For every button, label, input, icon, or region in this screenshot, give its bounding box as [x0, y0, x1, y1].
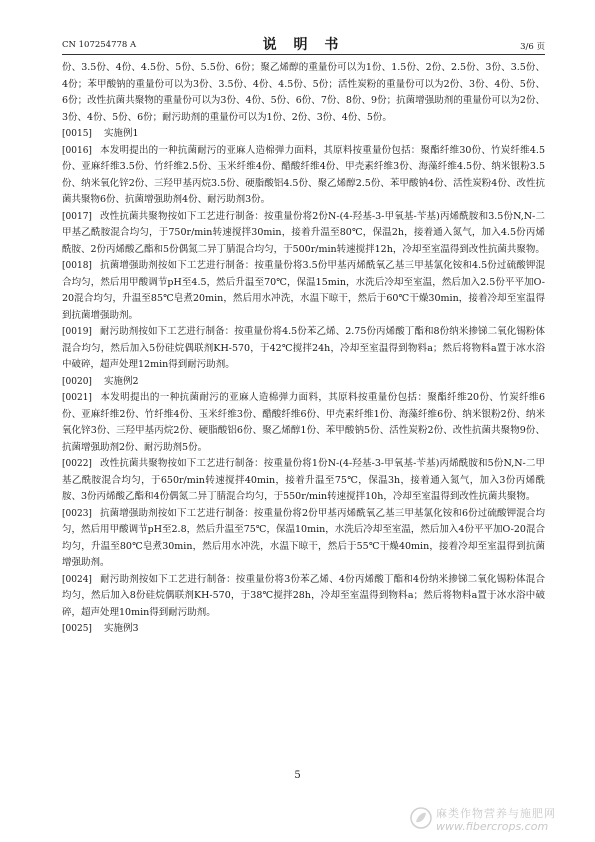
paragraph: [62, 456, 545, 506]
paragraph-number: [0024]: [62, 574, 92, 585]
paragraph: [62, 390, 545, 456]
paragraph-text: 份、3.5份、4份、4.5份、5份、5.5份、6份；聚乙烯醇的重量份可以为1份、1.5份、2份、2.5份、3份、3.5份、4份；苯甲酸钠的重量份可以为3份、3.5份、4份、4.5份、5份；活性炭粉的重量份可以为2份、3份、4份、5份、6份；改性抗菌共聚物的重量份可以为3份、4份、5份、6份、7份、8份、9份；抗菌增强助剂的重量份可以为2份、3份、4份、5份、6份；耐污助剂的重量份可以为1份、2份、3份、4份、5份。: [62, 62, 545, 123]
paragraph-text: 耐污助剂按如下工艺进行制备：按重量份将4.5份苯乙烯、2.75份丙烯酸丁酯和8份纳米掺锑二氧化锡粉体混合均匀，然后加入5份硅烷偶联剂KH-570，于42℃搅拌24h，冷却至室温得到物料a；然后将物料a置于冰水浴中破碎，超声处理12min得到耐污助剂。: [62, 326, 545, 370]
paragraph: [62, 506, 545, 572]
paragraph-number: [0020]: [62, 376, 92, 387]
paragraph: [62, 324, 545, 374]
page-number: 5: [294, 770, 301, 781]
example-heading: 实施例3: [103, 623, 139, 634]
paragraph-text: 本发明提出的一种抗菌耐污的亚麻人造棉弹力面料，其原料按重量份包括：聚酯纤维30份、竹炭纤维4.5份、亚麻纤维3.5份、竹纤维2.5份、玉米纤维4份、醋酸纤维4份、甲壳素纤维3份、海藻纤维4.5份、纳米银粉3.5份、纳米氧化锌2份、三羟甲基丙烷3.5份、硬脂酸铝4.5份、聚乙烯醇2.5份、苯甲酸钠4份、活性炭粉4份、改性抗菌共聚物6份、抗菌增强助剂4份、耐污助剂3份。: [62, 144, 545, 205]
site-watermark: [410, 805, 575, 835]
paragraph: [62, 143, 545, 209]
document-body: [62, 60, 545, 638]
document-id: CN 107254778 A: [62, 40, 137, 50]
paragraph: [62, 374, 545, 391]
paragraph-text: 抗菌增强助剂按如下工艺进行制备：按重量份将2份甲基丙烯酰氧乙基三甲基氯化铵和6份过硫酸钾混合均匀，然后用甲酸调节pH至2.8，然后升温至75℃，保温10min，水洗后冷却至室温，然后加入4份平平加O-20混合均匀，升温至80℃皂煮30min，然后用水冲洗，水温下晾干，然后于55℃干燥40min，接着冷却至室温得到抗菌增强助剂。: [62, 507, 545, 568]
page-header: [62, 34, 545, 55]
paragraph-number: [0025]: [62, 624, 92, 634]
example-heading: 实施例2: [103, 375, 139, 387]
paragraph-text: 改性抗菌共聚物按如下工艺进行制备：按重量份将1份N-(4-羟基-3-甲氧基-苄基)丙烯酰胺和5份N,N-二甲基乙酰胺混合均匀，于650r/min转速搅拌40min，接着升温至75℃，保温3h，接着通入氮气，加入3份丙烯酰胺、3份丙烯酸乙酯和4份偶氮二异丁腈混合均匀，于550r/min转速搅拌10h，冷却至室温得到改性抗菌共聚物。: [62, 458, 545, 502]
paragraph-number: [0022]: [62, 459, 92, 469]
paragraph: [62, 126, 545, 143]
page-indicator: 3/6 页: [520, 42, 545, 52]
paragraph-number: [0023]: [62, 508, 92, 519]
example-heading: 实施例1: [103, 128, 139, 139]
watermark-url: www.fibercrops.com: [436, 820, 549, 833]
paragraph: [62, 621, 545, 638]
paragraph-number: [0015]: [62, 129, 92, 139]
paragraph-number: [0017]: [62, 211, 92, 222]
paragraph-number: [0016]: [62, 145, 92, 156]
paragraph: [62, 572, 545, 622]
paragraph: [62, 209, 545, 259]
paragraph-text: 抗菌增强助剂按如下工艺进行制备：按重量份将3.5份甲基丙烯酰氧乙基三甲基氯化铵和4.5份过硫酸钾混合均匀，然后用甲酸调节pH至4.5，然后升温至70℃，保温15min，水洗后冷却至室温，然后加入2.5份平平加O-20混合均匀，升温至85℃皂煮20min，然后用水冲洗，水温下晾干，然后于60℃干燥30min，接着冷却至室温得到抗菌增强助剂。: [62, 260, 545, 321]
paragraph-text: 耐污助剂按如下工艺进行制备：按重量份将3份苯乙烯、4份丙烯酸丁酯和4份纳米掺锑二氧化锡粉体混合均匀，然后加入8份硅烷偶联剂KH-570，于38℃搅拌28h，冷却至室温得到物料a；然后将物料a置于冰水浴中破碎，超声处理10min得到耐污助剂。: [62, 573, 545, 618]
paragraph-text: 本发明提出的一种抗菌耐污的亚麻人造棉弹力面料，其原料按重量份包括：聚酯纤维20份、竹炭纤维6份、亚麻纤维2份、竹纤维4份、玉米纤维3份、醋酸纤维6份、甲壳素纤维1份、海藻纤维6份、纳米银粉2份、纳米氧化锌3份、三羟甲基丙烷2份、硬脂酸铝6份、聚乙烯醇1份、苯甲酸钠5份、活性炭粉2份、改性抗菌共聚物9份、抗菌增强助剂2份、耐污助剂5份。: [62, 392, 545, 453]
paragraph-number: [0021]: [62, 393, 92, 403]
paragraph-number: [0019]: [62, 327, 92, 337]
paragraph-number: [0018]: [62, 261, 92, 271]
leaf-logo-icon: [410, 807, 432, 829]
paragraph-text: 改性抗菌共聚物按如下工艺进行制备：按重量份将2份N-(4-羟基-3-甲氧基-苄基)丙烯酰胺和3.5份N,N-二甲基乙酰胺混合均匀，于750r/min转速搅拌30min，接着升温至80℃，保温2h，接着通入氮气，加入4.5份丙烯酰胺、2份丙烯酸乙酯和5份偶氮二异丁腈混合均匀，于500r/min转速搅拌12h，冷却至室温得到改性抗菌共聚物。: [62, 210, 545, 255]
document-title: 说 明 书: [262, 37, 345, 53]
paragraph: [62, 258, 545, 324]
paragraph: [62, 60, 545, 126]
watermark-site-name: 麻类作物营养与施肥网: [436, 807, 556, 820]
